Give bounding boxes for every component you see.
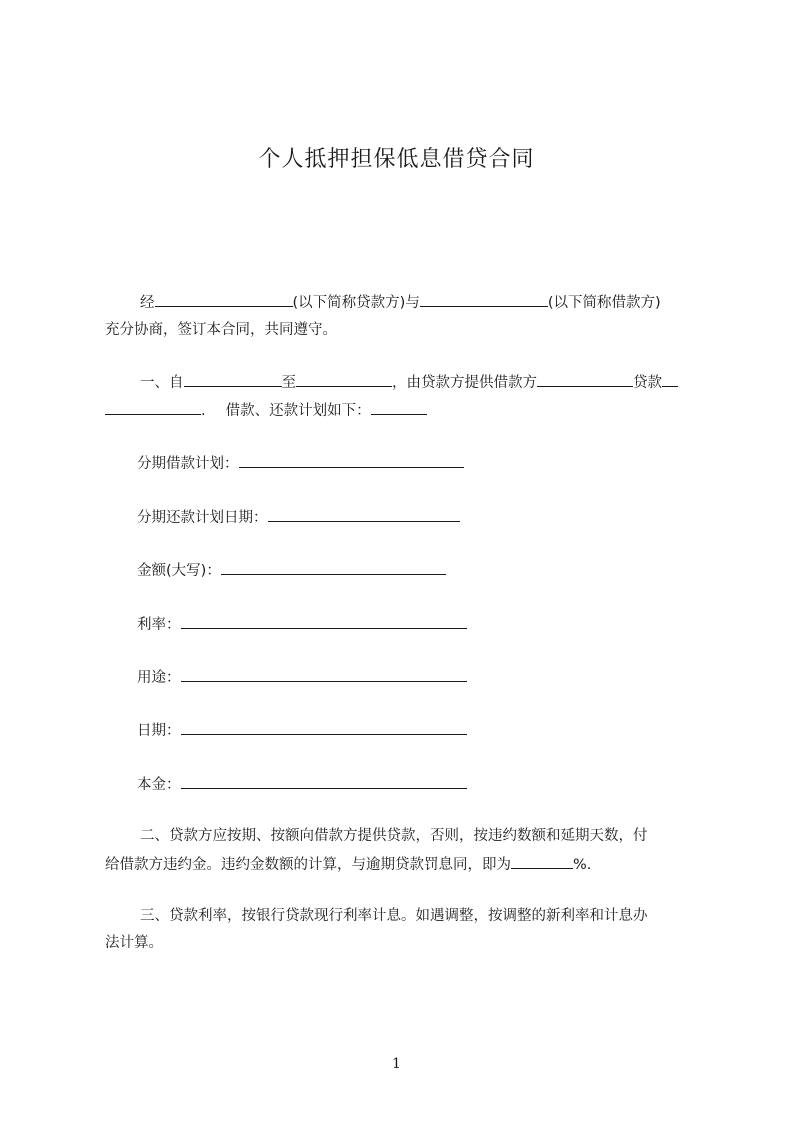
clause-3-line-2: 法计算。 bbox=[105, 935, 163, 951]
lender-name-blank bbox=[155, 291, 293, 307]
clause-1-text-6: 借款、还款计划如下： bbox=[225, 403, 371, 419]
end-date-blank bbox=[296, 371, 392, 387]
clause-1-text-4: 贷款 bbox=[633, 375, 662, 391]
clause-3-line-1: 三、贷款利率，按银行贷款现行利率计息。如遇调整，按调整的新利率和计息办 bbox=[140, 908, 648, 924]
field-label: 分期借款计划： bbox=[137, 456, 239, 472]
field-installment-borrow-plan bbox=[137, 452, 464, 474]
field-date bbox=[137, 719, 467, 741]
field-label: 分期还款计划日期： bbox=[137, 510, 268, 526]
field-label: 利率： bbox=[137, 617, 181, 633]
intro-text-3: (以下简称借款方) bbox=[547, 295, 661, 311]
clause-1-text-2: 至 bbox=[281, 375, 296, 391]
field-purpose bbox=[137, 666, 467, 688]
field-principal bbox=[137, 773, 467, 795]
loan-amount-blank-b bbox=[105, 399, 201, 415]
field-blank bbox=[181, 666, 467, 682]
clause-2-line-1: 二、贷款方应按期、按额向借款方提供贷款，否则，按违约数额和延期天数，付 bbox=[140, 828, 648, 844]
clause-2-text-a: 给借款方违约金。违约金数额的计算，与逾期贷款罚息同，即为 bbox=[105, 857, 511, 873]
field-blank bbox=[239, 452, 464, 468]
clause-1-text-5: . bbox=[201, 403, 206, 419]
intro-text-1: 经 bbox=[140, 295, 155, 311]
field-amount-capital bbox=[137, 559, 446, 581]
field-blank bbox=[181, 719, 467, 735]
page-number: 1 bbox=[392, 1056, 401, 1072]
field-blank bbox=[221, 559, 446, 575]
borrower-name-blank bbox=[420, 291, 548, 307]
clause-1-line-1 bbox=[140, 371, 678, 393]
plan-blank bbox=[371, 399, 427, 415]
field-interest-rate bbox=[137, 613, 467, 635]
clause-1-line-2 bbox=[105, 399, 427, 421]
document-title: 个人抵押担保低息借贷合同 bbox=[258, 147, 535, 172]
field-label: 金额(大写)： bbox=[137, 563, 221, 579]
field-installment-repay-dates bbox=[137, 506, 460, 528]
clause-2-line-2 bbox=[105, 853, 591, 875]
field-label: 本金： bbox=[137, 777, 181, 793]
penalty-rate-blank bbox=[511, 853, 573, 869]
intro-text-2: (以下简称贷款方)与 bbox=[292, 295, 420, 311]
intro-line-2: 充分协商，签订本合同，共同遵守。 bbox=[105, 322, 337, 338]
field-blank bbox=[181, 613, 467, 629]
start-date-blank bbox=[184, 371, 282, 387]
clause-1-text-3: ，由贷款方提供借款方 bbox=[392, 375, 537, 391]
field-label: 用途： bbox=[137, 670, 181, 686]
loan-type-blank bbox=[537, 371, 633, 387]
clause-1-text-1: 一、自 bbox=[140, 375, 184, 391]
clause-2-text-b: %. bbox=[573, 857, 592, 873]
intro-line-1 bbox=[140, 291, 661, 313]
field-blank bbox=[268, 506, 460, 522]
loan-amount-blank-a bbox=[662, 371, 678, 387]
field-label: 日期： bbox=[137, 723, 181, 739]
field-blank bbox=[181, 773, 467, 789]
